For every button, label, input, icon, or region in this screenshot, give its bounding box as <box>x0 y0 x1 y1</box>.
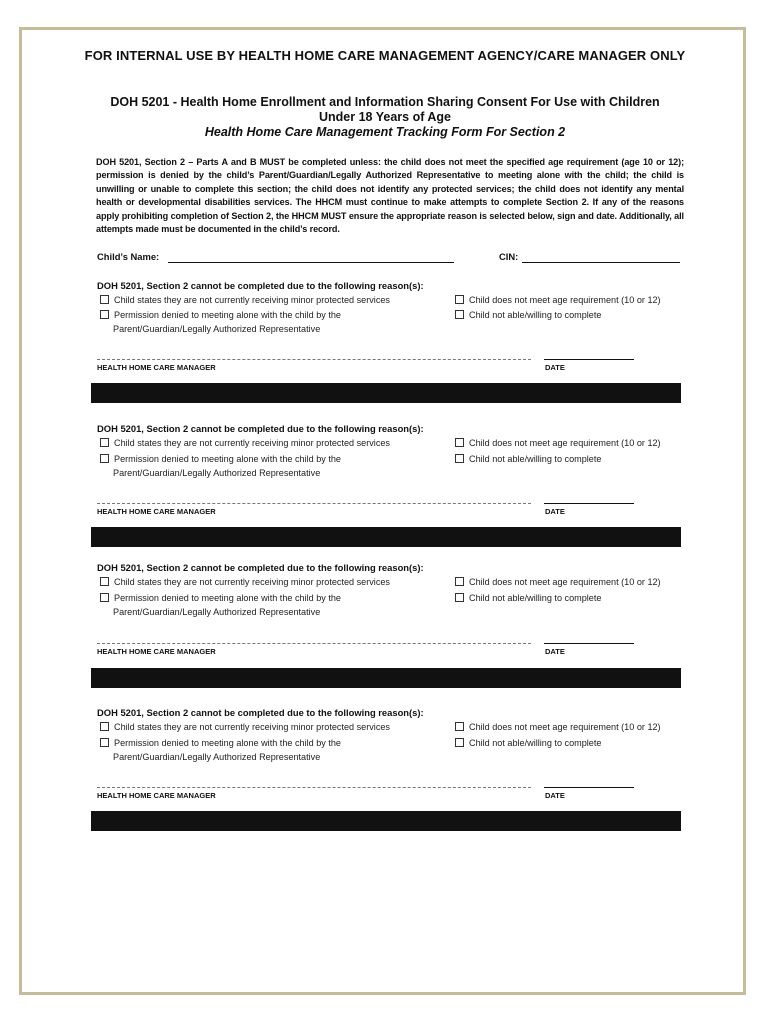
instructions-paragraph: DOH 5201, Section 2 – Parts A and B MUST be completed unless: the child does not meet the specified age requirement (age 10 or 12); permission is denied by the child’s Parent/Guardian/Legally Authorized Representative to meeting alone with the child; the child is unwilling or unable to complete this section; the child does not identify any protected services; the child does not identify any mental health or developmental disabilities services. The HHCM must continue to make attempts to complete Section 2. If any of the reasons apply prohibiting completion of Section 2, the HHCM MUST ensure the appropriate reason is selected below, sign and date. Additionally, all attempts made must be documented in the child’s record. <box>96 157 684 235</box>
option-label: Child not able/willing to complete <box>469 454 602 464</box>
option-not-able[interactable] <box>455 454 601 464</box>
checkbox[interactable] <box>455 577 464 586</box>
manager-signature-line[interactable] <box>97 503 531 504</box>
option-label: Permission denied to meeting alone with the child by the <box>114 738 341 748</box>
section-heading: DOH 5201, Section 2 cannot be completed due to the following reason(s): <box>97 562 424 573</box>
checkbox[interactable] <box>100 738 109 747</box>
checkbox[interactable] <box>100 454 109 463</box>
manager-label: HEALTH HOME CARE MANAGER <box>97 647 216 656</box>
manager-label: HEALTH HOME CARE MANAGER <box>97 791 216 800</box>
manager-label: HEALTH HOME CARE MANAGER <box>97 363 216 372</box>
option-label: Child not able/willing to complete <box>469 738 602 748</box>
option-permission-denied[interactable] <box>100 310 341 320</box>
checkbox[interactable] <box>455 593 464 602</box>
section-divider-bar <box>91 811 681 831</box>
section-heading: DOH 5201, Section 2 cannot be completed due to the following reason(s): <box>97 707 424 718</box>
manager-signature-line[interactable] <box>97 359 531 360</box>
option-not-able[interactable] <box>455 310 601 320</box>
date-label: DATE <box>545 791 565 800</box>
checkbox[interactable] <box>455 454 464 463</box>
option-protected-services[interactable] <box>100 438 390 448</box>
option-permission-denied-cont: Parent/Guardian/Legally Authorized Representative <box>113 324 321 334</box>
option-age-requirement[interactable] <box>455 295 661 305</box>
manager-label: HEALTH HOME CARE MANAGER <box>97 507 216 516</box>
section-divider-bar <box>91 527 681 547</box>
section-divider-bar <box>91 383 681 403</box>
option-label: Child does not meet age requirement (10 or 12) <box>469 577 661 587</box>
option-not-able[interactable] <box>455 593 601 603</box>
manager-signature-line[interactable] <box>97 643 531 644</box>
form-subtitle: Health Home Care Management Tracking Form For Section 2 <box>204 125 566 139</box>
date-line[interactable] <box>544 787 634 788</box>
date-line[interactable] <box>544 359 634 360</box>
option-permission-denied[interactable] <box>100 593 341 603</box>
option-label: Child does not meet age requirement (10 or 12) <box>469 438 661 448</box>
option-age-requirement[interactable] <box>455 722 661 732</box>
internal-use-banner: FOR INTERNAL USE BY HEALTH HOME CARE MANAGEMENT AGENCY/CARE MANAGER ONLY <box>84 48 686 63</box>
childs-name-field[interactable] <box>168 262 454 263</box>
childs-name-label: Child’s Name: <box>97 251 160 262</box>
option-label: Child states they are not currently receiving minor protected services <box>114 295 390 305</box>
option-label: Child not able/willing to complete <box>469 310 602 320</box>
option-protected-services[interactable] <box>100 295 390 305</box>
section-heading: DOH 5201, Section 2 cannot be completed due to the following reason(s): <box>97 423 424 434</box>
option-permission-denied-cont: Parent/Guardian/Legally Authorized Representative <box>113 752 321 762</box>
checkbox[interactable] <box>455 738 464 747</box>
section-heading: DOH 5201, Section 2 cannot be completed due to the following reason(s): <box>97 280 424 291</box>
option-not-able[interactable] <box>455 738 601 748</box>
option-label: Permission denied to meeting alone with the child by the <box>114 593 341 603</box>
checkbox[interactable] <box>100 722 109 731</box>
date-line[interactable] <box>544 503 634 504</box>
checkbox[interactable] <box>455 295 464 304</box>
date-label: DATE <box>545 647 565 656</box>
option-label: Child states they are not currently receiving minor protected services <box>114 722 390 732</box>
checkbox[interactable] <box>455 310 464 319</box>
option-permission-denied[interactable] <box>100 454 341 464</box>
manager-signature-line[interactable] <box>97 787 531 788</box>
checkbox[interactable] <box>100 310 109 319</box>
cin-field[interactable] <box>522 262 680 263</box>
option-permission-denied[interactable] <box>100 738 341 748</box>
checkbox[interactable] <box>455 722 464 731</box>
section-divider-bar <box>91 668 681 688</box>
option-protected-services[interactable] <box>100 577 390 587</box>
option-label: Child does not meet age requirement (10 or 12) <box>469 295 661 305</box>
option-label: Child states they are not currently receiving minor protected services <box>114 438 390 448</box>
form-title: DOH 5201 - Health Home Enrollment and Information Sharing Consent For Use with Children <box>110 95 660 109</box>
checkbox[interactable] <box>100 577 109 586</box>
option-permission-denied-cont: Parent/Guardian/Legally Authorized Representative <box>113 607 321 617</box>
option-label: Permission denied to meeting alone with the child by the <box>114 454 341 464</box>
option-protected-services[interactable] <box>100 722 390 732</box>
option-permission-denied-cont: Parent/Guardian/Legally Authorized Representative <box>113 468 321 478</box>
date-line[interactable] <box>544 643 634 644</box>
checkbox[interactable] <box>100 295 109 304</box>
checkbox[interactable] <box>100 593 109 602</box>
date-label: DATE <box>545 363 565 372</box>
option-label: Permission denied to meeting alone with the child by the <box>114 310 341 320</box>
option-age-requirement[interactable] <box>455 577 661 587</box>
cin-label: CIN: <box>499 251 519 262</box>
option-label: Child not able/willing to complete <box>469 593 602 603</box>
checkbox[interactable] <box>455 438 464 447</box>
date-label: DATE <box>545 507 565 516</box>
option-label: Child does not meet age requirement (10 or 12) <box>469 722 661 732</box>
option-label: Child states they are not currently receiving minor protected services <box>114 577 390 587</box>
checkbox[interactable] <box>100 438 109 447</box>
form-title-line2: Under 18 Years of Age <box>318 110 451 124</box>
option-age-requirement[interactable] <box>455 438 661 448</box>
